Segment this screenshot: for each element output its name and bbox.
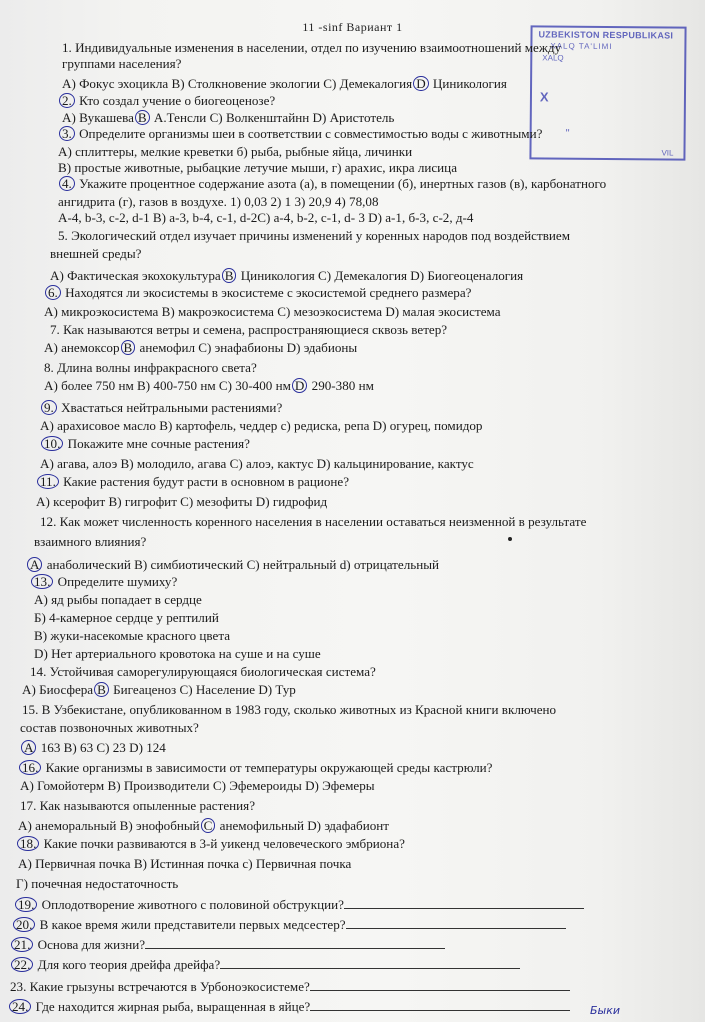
text-line [50, 322, 447, 338]
text-line [34, 646, 321, 662]
text-line [62, 40, 561, 56]
line-text-after: Циникология С) Демекалогия D) Биогеоценалогия [237, 268, 524, 283]
line-text-after: 163 В) 63 С) 23 D) 124 [37, 740, 166, 755]
line-text: Г) почечная недостаточность [16, 876, 179, 891]
line-text-after: Кто создал учение о биогеоценозе? [75, 93, 276, 108]
line-text-after: анаболический В) симбиотический С) нейтральный d) отрицательный [43, 557, 440, 572]
line-text: А) Вукашева [62, 110, 134, 125]
text-line [26, 557, 439, 573]
stamp-mark-quote: " [565, 127, 570, 140]
text-line [14, 896, 584, 913]
circled-mark: D [413, 76, 428, 91]
circled-mark: B [222, 268, 237, 283]
line-text-after: Где находится жирная рыба, выращенная в яйце? [32, 999, 311, 1014]
circled-mark: 9. [41, 400, 57, 415]
line-text: состав позвоночных животных? [20, 720, 199, 735]
circled-mark: 19. [15, 897, 37, 912]
text-line [20, 740, 166, 756]
stamp-line-2: XALQ TA'LIMI [550, 41, 613, 52]
line-text: В) жуки-насекомые красного цвета [34, 628, 231, 643]
line-text-after: Бигеаценоз С) Население D) Тур [109, 682, 296, 697]
text-line [10, 978, 570, 995]
line-text: А) Первичная почка В) Истинная почка с) Первичная почка [18, 856, 352, 871]
line-text-after: В какое время жили представители первых медсестер? [36, 917, 346, 932]
text-line [58, 210, 473, 226]
circled-mark: 10. [41, 436, 63, 451]
circled-mark: D [292, 378, 307, 393]
line-text-after: Покажите мне сочные растения? [64, 436, 250, 451]
pen-dot [508, 537, 512, 541]
line-text-after: Для кого теория дрейфа дрейфа? [34, 957, 221, 972]
line-text-after: Основа для жизни? [34, 937, 146, 952]
text-line [36, 474, 349, 490]
text-line [36, 494, 327, 510]
text-line [20, 798, 255, 814]
answer-blank[interactable] [145, 936, 445, 949]
text-line [58, 93, 275, 109]
stamp-mark-vil: VIL [661, 148, 674, 158]
text-line [16, 836, 405, 852]
line-text: 7. Как называются ветры и семена, распространяющиеся сквозь ветер? [50, 322, 448, 337]
line-text-after: Находятся ли экосистемы в экосистеме с экосистемой среднего размера? [61, 285, 472, 300]
line-text: внешней среды? [50, 246, 142, 261]
line-text: 8. Длина волны инфракрасного света? [44, 360, 257, 375]
line-text: 15. В Узбекистане, опубликованном в 1983 году, сколько животных из Красной книги включено [22, 702, 557, 717]
line-text: А) ксерофит В) гигрофит С) мезофиты D) гидрофид [36, 494, 328, 509]
text-line [22, 682, 296, 698]
circled-mark: B [135, 110, 150, 125]
line-text: А) агава, алоэ В) молодило, агава С) алоэ, кактус D) кальцинирование, кактус [40, 456, 474, 471]
line-text: ангидрита (г), газов в воздухе. 1) 0,03 2) 1 3) 20,9 4) 78,08 [58, 194, 379, 209]
line-text-after: анемофильный D) эдафабионт [216, 818, 389, 833]
line-text: А) Фактическая экохокультура [50, 268, 221, 283]
line-text: А) Гомойотерм В) Производители С) Эфемероиды D) Эфемеры [20, 778, 375, 793]
text-line [18, 818, 389, 834]
line-text-after: Укажите процентное содержание азота (а), в помещении (б), инертных газов (в), карбонатного [75, 176, 607, 191]
line-text-after: А.Тенсли С) Волкенштайнн D) Аристотель [150, 110, 395, 125]
text-line [40, 456, 474, 472]
circled-mark: B [121, 340, 136, 355]
line-text: А) сплиттеры, мелкие креветки б) рыба, рыбные яйца, личинки [58, 144, 413, 159]
text-line [62, 110, 394, 126]
line-text-after: анемофил С) энафабионы D) эдабионы [136, 340, 358, 355]
circled-mark: B [94, 682, 109, 697]
answer-blank[interactable] [310, 998, 570, 1011]
text-line [40, 514, 586, 530]
handwritten-scribble: Быки [590, 1004, 621, 1017]
line-text: А) Биосфера [22, 682, 94, 697]
text-line [58, 126, 542, 142]
circled-mark: A [21, 740, 36, 755]
line-text: А) Фокус эхоцикла В) Столкновение экологии С) Демекалогия [62, 76, 413, 91]
text-line [22, 702, 556, 718]
text-line [40, 400, 282, 416]
text-line [18, 856, 351, 872]
line-text: 12. Как может численность коренного населения в населении оставаться неизменной в результате [40, 514, 587, 529]
circled-mark: 24. [9, 999, 31, 1014]
text-line [12, 916, 566, 933]
line-text: Б) 4-камерное сердце у рептилий [34, 610, 219, 625]
circled-mark: 22. [11, 957, 33, 972]
line-text-after: Какие почки развиваются в 3-й уикенд человеческого эмбриона? [40, 836, 405, 851]
text-line [62, 56, 181, 72]
text-line [20, 720, 199, 736]
circled-mark: 2. [59, 93, 75, 108]
text-line [34, 610, 219, 626]
text-line [44, 340, 357, 356]
circled-mark: 13. [31, 574, 53, 589]
line-text: А-4, b-3, с-2, d-1 В) а-3, b-4, с-1, d-2С) а-4, b-2, с-1, d- 3 D) а-1, б-3, с-2, д-4 [58, 210, 474, 225]
text-line [40, 418, 482, 434]
line-text: А) более 750 нм В) 400-750 нм С) 30-400 нм [44, 378, 291, 393]
text-line [30, 574, 177, 590]
answer-blank[interactable] [344, 896, 584, 909]
answer-blank[interactable] [310, 978, 570, 991]
text-line [34, 592, 202, 608]
circled-mark: 20. [13, 917, 35, 932]
text-line [58, 176, 606, 192]
text-line [44, 304, 501, 320]
stamp-line-3: XALQ [542, 53, 564, 63]
line-text-after: Оплодотворение животного с половиной обструкции? [38, 897, 344, 912]
line-text: А) микроэкосистема В) макроэкосистема С) мезоэкосистема D) малая экосистема [44, 304, 501, 319]
line-text: 1. Индивидуальные изменения в населении, отдел по изучению взаимоотношений между [62, 40, 562, 55]
text-line [8, 998, 570, 1015]
text-line [20, 778, 375, 794]
page-title: 11 -sinf Вариант 1 [302, 20, 403, 34]
text-line [30, 664, 376, 680]
stamp-line-1: UZBEKISTON RESPUBLIKASI [538, 29, 674, 41]
text-line [18, 760, 493, 776]
text-line [58, 144, 412, 160]
circled-mark: 21. [11, 937, 33, 952]
text-line [34, 534, 146, 550]
text-line [44, 285, 471, 301]
circled-mark: 4. [59, 176, 75, 191]
line-text: 14. Устойчивая саморегулирующаяся биологическая система? [30, 664, 376, 679]
line-text-after: Хвастаться нейтральными растениями? [57, 400, 283, 415]
text-line [62, 76, 507, 92]
line-text: А) анемоксор [44, 340, 120, 355]
line-text: А) арахисовое масло В) картофель, чеддер с) редиска, репа D) огурец, помидор [40, 418, 483, 433]
circled-mark: 3. [59, 126, 75, 141]
line-text: группами населения? [62, 56, 182, 71]
circled-mark: 16. [19, 760, 41, 775]
line-text-after: Какие растения будут расти в основном в рационе? [59, 474, 350, 489]
text-line [44, 360, 257, 376]
line-text: 23. Какие грызуны встречаются в Урбоноэкосистеме? [10, 979, 310, 994]
text-line [50, 246, 141, 262]
circled-mark: 11. [37, 474, 59, 489]
line-text-after: Какие организмы в зависимости от температуры окружающей среды кастрюли? [42, 760, 493, 775]
text-line [16, 876, 178, 892]
text-line [50, 268, 523, 284]
line-text-after: 290-380 нм [308, 378, 374, 393]
line-text: А) анеморальный В) энофобный [18, 818, 200, 833]
line-text: А) яд рыбы попадает в сердце [34, 592, 202, 607]
text-line [40, 436, 250, 452]
line-text: 17. Как называются опыленные растения? [20, 798, 256, 813]
circled-mark: 18. [17, 836, 39, 851]
line-text-after: Определите организмы шеи в соответствии с совместимостью воды с животными? [75, 126, 543, 141]
text-line [58, 160, 457, 176]
answer-blank[interactable] [346, 916, 566, 929]
circled-mark: 6. [45, 285, 61, 300]
line-text-after: Определите шумиху? [54, 574, 178, 589]
text-line [58, 228, 570, 244]
circled-mark: A [27, 557, 42, 572]
stamp-mark-x: X [539, 89, 549, 105]
text-line [34, 628, 230, 644]
answer-blank[interactable] [220, 956, 520, 969]
text-line [58, 194, 379, 210]
text-line [44, 378, 374, 394]
circled-mark: C [201, 818, 216, 833]
text-line [10, 956, 520, 973]
line-text-after: Циникология [429, 76, 507, 91]
line-text: В) простые животные, рыбацкие летучие мыши, г) арахис, икра лисица [58, 160, 458, 175]
line-text: D) Нет артериального кровотока на суше и на суше [34, 646, 321, 661]
text-line [10, 936, 445, 953]
line-text: 5. Экологический отдел изучает причины изменений у коренных народов под воздействием [58, 228, 570, 243]
line-text: взаимного влияния? [34, 534, 147, 549]
